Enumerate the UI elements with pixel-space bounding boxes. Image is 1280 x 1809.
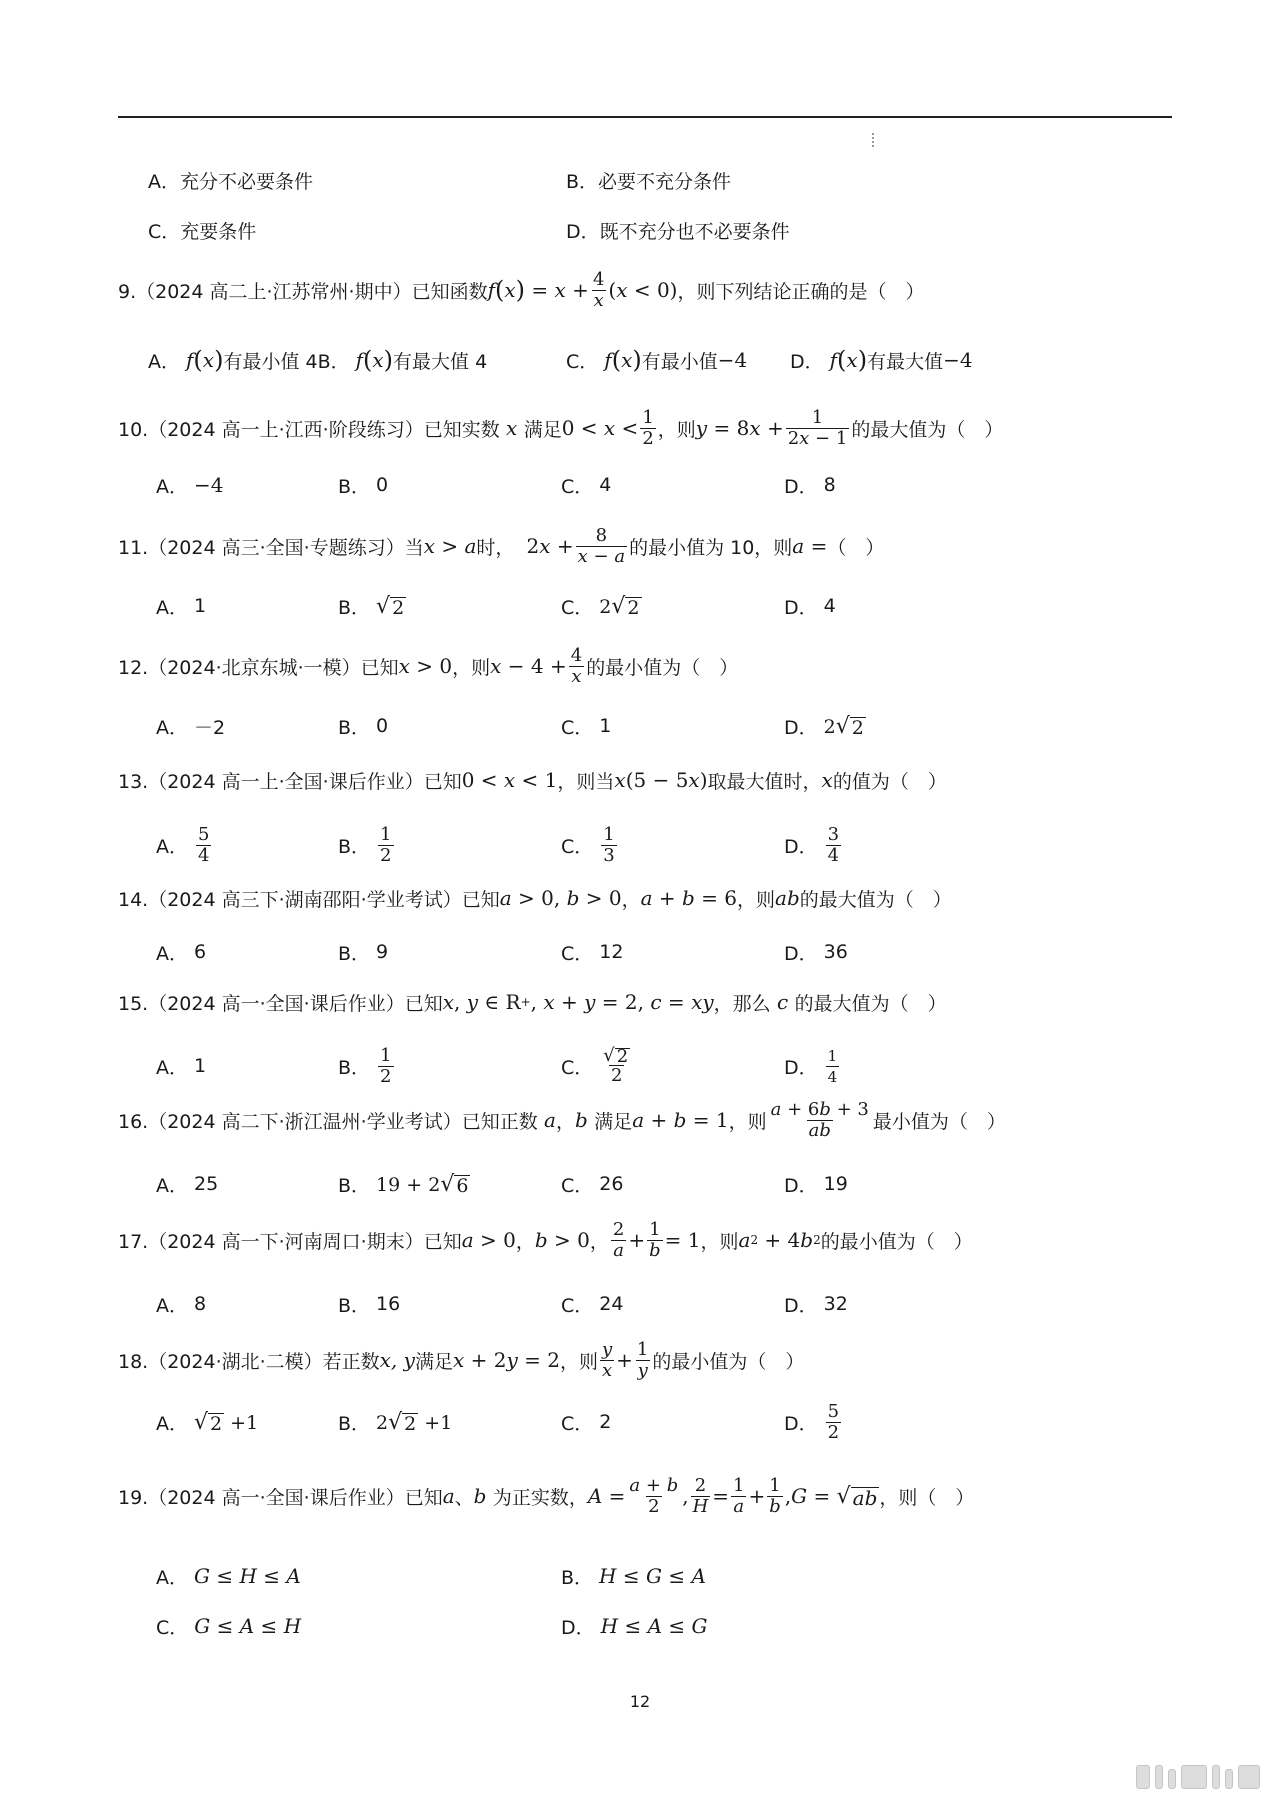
q9-option-c[interactable] <box>566 330 747 390</box>
q10-d-label: D． <box>784 475 818 498</box>
q14-b-label: B． <box>338 942 371 965</box>
q18-b-value: 2 √ 2 +1 <box>376 1409 453 1435</box>
q12-b-value: 0 <box>376 715 389 737</box>
corner-watermark <box>1136 1765 1260 1789</box>
q12-d-label: D． <box>784 716 818 739</box>
q13-d-label: D． <box>784 835 818 858</box>
q15-option-c[interactable] <box>561 1036 634 1096</box>
q16-condition: a + b = 1 <box>632 1108 729 1132</box>
q12-a-value: －2 <box>194 716 226 739</box>
q15-a-value: 1 <box>194 1055 207 1077</box>
q9-stem-prefix: 9.（2024 高二上·江苏常州·期中）已知函数 <box>118 280 488 303</box>
q9-d-value: −4 <box>943 348 973 372</box>
q18-stem-mid1: 满足 <box>414 1350 453 1373</box>
q17-stem-mid2: ， <box>589 1230 609 1253</box>
q14-ab: ab <box>775 886 800 910</box>
q16-d-label: D． <box>784 1174 818 1197</box>
q16-b-label: B． <box>338 1174 371 1197</box>
q16-a-label: A． <box>156 1174 188 1197</box>
q18-option-b[interactable] <box>338 1392 452 1452</box>
q15-stem-suffix: 的最大值为（ ） <box>794 992 947 1015</box>
q18-stem <box>118 1330 804 1390</box>
q12-a-label: A． <box>156 716 188 739</box>
q17-cond-b: b > 0 <box>534 1228 590 1252</box>
q10-a-label: A． <box>156 475 188 498</box>
q18-option-d[interactable] <box>784 1392 843 1452</box>
q11-option-a[interactable] <box>156 576 206 636</box>
q17-c-value: 24 <box>599 1293 624 1315</box>
q16-option-b[interactable] <box>338 1154 470 1214</box>
q9-stem-suffix: ，则下列结论正确的是（ ） <box>677 280 925 303</box>
q18-b-label: B． <box>338 1412 371 1435</box>
q10-stem-mid2: ，则 <box>657 418 696 441</box>
q14-a-label: A． <box>156 942 188 965</box>
q17-stem-mid3: ，则 <box>700 1230 739 1253</box>
q15-option-a[interactable] <box>156 1036 206 1096</box>
q12-option-a[interactable] <box>156 696 225 756</box>
q9-a-fx: f ( x ) <box>186 346 224 374</box>
q17-option-c[interactable] <box>561 1274 623 1334</box>
q12-d-value: 2 √ 2 <box>823 713 864 739</box>
q12-option-d[interactable] <box>784 696 866 756</box>
q8-option-c[interactable] <box>148 200 256 260</box>
q19-b-label: B． <box>561 1566 594 1589</box>
q17-stem-suffix: 的最小值为（ ） <box>820 1230 973 1253</box>
q10-a-value: −4 <box>194 473 224 497</box>
q18-condition: x + 2 y = 2 <box>452 1348 560 1372</box>
q15-d-value: $\frac{1}{4}$ <box>827 1046 838 1086</box>
q14-sum: a + b = 6 <box>640 886 738 910</box>
q13-var-x: x <box>821 768 833 792</box>
q13-stem-mid2: 取最大值时， <box>707 770 822 793</box>
q9-c-text: 有最小值 <box>641 350 718 373</box>
q15-c-label: C． <box>561 1056 594 1079</box>
q16-c-value: 26 <box>599 1173 624 1195</box>
q11-stem-suffix1: 的最小值为 10，则 <box>629 536 793 559</box>
q11-a-value: 1 <box>194 595 207 617</box>
q11-b-value: √ 2 <box>376 593 405 619</box>
q12-c-label: C． <box>561 716 594 739</box>
q13-d-value: $\frac{3}{4}$ <box>827 823 840 866</box>
q11-option-b[interactable] <box>338 576 406 636</box>
q13-condition: 0 < x < 1 <box>461 768 558 792</box>
q17-stem <box>118 1210 973 1270</box>
q15-b-label: B． <box>338 1056 371 1079</box>
q11-condition: x > a <box>423 534 477 558</box>
q15-stem <box>118 972 947 1032</box>
q17-option-b[interactable] <box>338 1274 400 1334</box>
q16-option-d[interactable] <box>784 1154 848 1214</box>
q18-d-value: $\frac{5}{2}$ <box>827 1400 840 1443</box>
q11-formula: 2 x + $\frac{8}{x - a}$ <box>526 524 626 567</box>
q11-stem-prefix: 11.（2024 高三·全国·专题练习）当 <box>118 536 424 559</box>
q16-b-value: 19 + 2 √ 6 <box>376 1171 469 1197</box>
q19-vars: a <box>442 1484 455 1508</box>
q15-a-label: A． <box>156 1056 188 1079</box>
q11-stem <box>118 516 884 576</box>
q19-b-value: H ≤ G ≤ A <box>599 1564 706 1588</box>
q9-d-fx: f ( x ) <box>829 346 868 374</box>
q15-stem-mid: ，那么 <box>713 992 771 1015</box>
q10-c-label: C． <box>561 475 594 498</box>
q10-formula: y = 8 x + $\frac{1}{2x - 1}$ <box>695 406 848 449</box>
q13-stem-prefix: 13.（2024 高一上·全国·课后作业）已知 <box>118 770 462 793</box>
q14-d-label: D． <box>784 942 818 965</box>
q15-option-b[interactable] <box>338 1036 396 1096</box>
q12-option-c[interactable] <box>561 696 611 756</box>
q19-d-value: H ≤ A ≤ G <box>600 1614 708 1638</box>
q13-option-a[interactable] <box>156 815 213 875</box>
q16-option-a[interactable] <box>156 1154 218 1214</box>
q10-stem-suffix: 的最大值为（ ） <box>851 418 1004 441</box>
q15-c-value: √ 2 2 <box>603 1045 629 1086</box>
q18-c-value: 2 <box>599 1411 612 1433</box>
q9-c-value: −4 <box>717 348 748 372</box>
q12-option-b[interactable] <box>338 696 388 756</box>
q13-stem <box>118 750 947 810</box>
q14-c-label: C． <box>561 942 594 965</box>
q13-formula: x (5 − 5 x ) <box>614 768 708 792</box>
q14-stem-prefix: 14.（2024 高三下·湖南邵阳·学业考试）已知 <box>118 888 500 911</box>
page-number: 12 <box>629 1692 651 1711</box>
q13-option-c[interactable] <box>561 815 619 875</box>
q10-option-a[interactable] <box>156 455 223 515</box>
q17-a-label: A． <box>156 1294 188 1317</box>
q10-var-x: x <box>499 416 524 440</box>
q13-b-value: $\frac{1}{2}$ <box>380 823 392 866</box>
q13-b-label: B． <box>338 835 371 858</box>
q11-stem-mid: 时， <box>476 536 515 559</box>
q19-stem-prefix: 19.（2024 高一·全国·课后作业）已知 <box>118 1486 443 1509</box>
q14-d-value: 36 <box>823 941 848 963</box>
q15-d-label: D． <box>784 1056 818 1079</box>
q18-option-c[interactable] <box>561 1392 611 1452</box>
q8-option-d[interactable] <box>566 200 790 260</box>
q11-d-value: 4 <box>823 595 836 617</box>
q16-stem <box>118 1090 1006 1150</box>
q15-option-d[interactable] <box>784 1036 841 1096</box>
q10-b-label: B． <box>338 475 371 498</box>
q19-stem: 19.（2024 高一·全国·课后作业）已知 a 、 b 为正实数， A = $\frac{a + b}{2}$ , $\frac{2}{H}$ = $\frac{1}{a}$ + $\frac{1}{b}$ , G = √ ab ，则（ ） <box>118 1474 975 1517</box>
q10-condition: 0 < x < $\frac{1}{2}$ <box>561 406 654 449</box>
q8-option-a-text: A．充分不必要条件 <box>148 170 313 193</box>
q9-formula: f ( x ) = x + $\frac{4}{x}$ ( x < 0) <box>487 268 678 311</box>
q18-vars: x, y <box>379 1348 415 1372</box>
q15-b-value: $\frac{1}{2}$ <box>380 1044 392 1087</box>
q9-c-fx: f ( x ) <box>604 346 642 374</box>
q17-condition: $\frac{2}{a}$ + $\frac{1}{b}$ = 1 <box>612 1218 701 1261</box>
q10-stem-mid1: 满足 <box>523 418 562 441</box>
q8-option-d-text: D．既不充分也不必要条件 <box>566 220 790 243</box>
q17-stem-prefix: 17.（2024 高一下·河南周口·期末）已知 <box>118 1230 462 1253</box>
q16-stem-mid1: ， <box>555 1110 575 1133</box>
q12-stem <box>118 636 738 696</box>
q9-d-label: D． <box>790 350 824 373</box>
q19-d-label: D． <box>561 1616 595 1639</box>
q19-var-b: b <box>473 1484 493 1508</box>
q19-formula: A = $\frac{a + b}{2}$ , $\frac{2}{H}$ = $\frac{1}{a}$ + $\frac{1}{b}$ , G = √ ab <box>587 1474 878 1517</box>
q17-b-value: 16 <box>376 1293 401 1315</box>
q12-c-value: 1 <box>599 715 612 737</box>
q11-b-label: B． <box>338 596 371 619</box>
margin-mark <box>872 133 874 147</box>
q10-option-c[interactable] <box>561 455 611 515</box>
q10-d-value: 8 <box>823 474 836 496</box>
q18-stem-suffix: 的最小值为（ ） <box>652 1350 805 1373</box>
q16-d-value: 19 <box>823 1173 848 1195</box>
q11-option-d[interactable] <box>784 576 836 636</box>
q10-option-d[interactable] <box>784 455 836 515</box>
q12-formula: x − 4 + $\frac{4}{x}$ <box>490 644 583 687</box>
q9-a-label: A． <box>148 350 180 373</box>
q10-c-value: 4 <box>599 474 612 496</box>
q13-stem-suffix: 的值为（ ） <box>832 770 947 793</box>
q11-option-c[interactable] <box>561 576 642 636</box>
q19-option-c[interactable] <box>156 1596 301 1656</box>
q13-stem-mid1: ，则当 <box>557 770 615 793</box>
q14-b-value: 9 <box>376 941 389 963</box>
q19-c-label: C． <box>156 1616 189 1639</box>
q14-stem-suffix: 的最大值为（ ） <box>799 888 952 911</box>
q16-var-b: b <box>575 1108 595 1132</box>
q16-var-a: a <box>537 1108 556 1132</box>
q10-stem-prefix: 10.（2024 高一上·江西·阶段练习）已知实数 <box>118 418 500 441</box>
q15-condition: x , y ∈ R + , x + y = 2, c = xy <box>442 990 714 1014</box>
q11-c-value: 2 √ 2 <box>599 593 640 619</box>
q19-stem-mid: 为正实数， <box>492 1486 588 1509</box>
q17-d-label: D． <box>784 1294 818 1317</box>
q10-option-b[interactable] <box>338 455 388 515</box>
q11-a-label: A． <box>156 596 188 619</box>
q17-d-value: 32 <box>823 1293 848 1315</box>
q16-stem-mid3: ，则 <box>728 1110 767 1133</box>
q14-stem-mid: ， <box>621 888 641 911</box>
q13-c-value: $\frac{1}{3}$ <box>603 823 615 866</box>
q9-stem <box>118 260 925 320</box>
q13-option-d[interactable] <box>784 815 843 875</box>
q18-c-label: C． <box>561 1412 594 1435</box>
q9-options-ab[interactable] <box>148 330 487 390</box>
q16-option-c[interactable] <box>561 1154 623 1214</box>
q9-b-text: 有最大值 4 <box>393 350 488 373</box>
q12-stem-mid: ，则 <box>452 656 491 679</box>
q9-c-label: C． <box>566 350 599 373</box>
q16-a-value: 25 <box>194 1173 219 1195</box>
q8-option-c-text: C．充要条件 <box>148 220 257 243</box>
q12-condition: x > 0 <box>398 654 453 678</box>
header-rule <box>118 116 1172 118</box>
q19-stem-suffix: ，则（ ） <box>879 1486 975 1509</box>
q18-d-label: D． <box>784 1412 818 1435</box>
q13-a-value: $\frac{5}{4}$ <box>198 823 210 866</box>
q18-a-value: √ 2 +1 <box>194 1409 259 1435</box>
q19-a-label: A． <box>156 1566 188 1589</box>
q8-option-b-text: B．必要不充分条件 <box>566 170 732 193</box>
q14-stem-mid2: ，则 <box>737 888 776 911</box>
q17-cond-a: a > 0 <box>461 1228 516 1252</box>
q10-b-value: 0 <box>376 474 389 496</box>
q19-c-value: G ≤ A ≤ H <box>194 1614 302 1638</box>
q18-formula: $\frac{y}{x}$ + $\frac{1}{y}$ <box>601 1338 649 1381</box>
q16-c-label: C． <box>561 1174 594 1197</box>
q9-option-d[interactable] <box>790 330 973 390</box>
q17-c-label: C． <box>561 1294 594 1317</box>
q17-b-label: B． <box>338 1294 371 1317</box>
q18-a-label: A． <box>156 1412 188 1435</box>
q15-var-c: c <box>770 990 795 1014</box>
q14-stem <box>118 868 952 928</box>
q13-option-b[interactable] <box>338 815 396 875</box>
q17-formula: a 2 + 4 b 2 <box>738 1228 821 1252</box>
q10-stem <box>118 398 1003 458</box>
q18-option-a[interactable] <box>156 1392 258 1452</box>
q18-stem-prefix: 18.（2024·湖北·二模）若正数 <box>118 1350 380 1373</box>
q14-c-value: 12 <box>599 941 624 963</box>
q11-var-a: a = <box>792 534 828 558</box>
q9-d-text: 有最大值 <box>867 350 944 373</box>
q11-stem-suffix2: （ ） <box>827 536 885 559</box>
q16-stem-prefix: 16.（2024 高二下·浙江温州·学业考试）已知正数 <box>118 1110 538 1133</box>
q16-formula: $\frac{a + 6b + 3}{ab}$ <box>770 1098 869 1141</box>
q18-stem-mid2: ，则 <box>559 1350 598 1373</box>
q12-b-label: B． <box>338 716 371 739</box>
q12-stem-prefix: 12.（2024·北京东城·一模）已知 <box>118 656 399 679</box>
q17-a-value: 8 <box>194 1293 207 1315</box>
q16-stem-suffix: 最小值为（ ） <box>872 1110 1006 1133</box>
q17-stem-mid1: ， <box>515 1230 535 1253</box>
q11-c-label: C． <box>561 596 594 619</box>
q16-stem-mid2: 满足 <box>594 1110 633 1133</box>
q12-stem-suffix: 的最小值为（ ） <box>586 656 739 679</box>
q15-stem-prefix: 15.（2024 高一·全国·课后作业）已知 <box>118 992 443 1015</box>
q9-b-fx: f ( x ) <box>355 346 394 374</box>
q17-option-d[interactable] <box>784 1274 848 1334</box>
q13-c-label: C． <box>561 835 594 858</box>
q11-d-label: D． <box>784 596 818 619</box>
q19-option-d[interactable] <box>561 1596 708 1656</box>
q17-option-a[interactable] <box>156 1274 206 1334</box>
q19-a-value: G ≤ H ≤ A <box>194 1564 301 1588</box>
q14-condition: a > 0, b > 0 <box>499 886 622 910</box>
q13-a-label: A． <box>156 835 188 858</box>
q9-a-text: 有最小值 4B． <box>223 350 350 373</box>
q14-a-value: 6 <box>194 941 207 963</box>
